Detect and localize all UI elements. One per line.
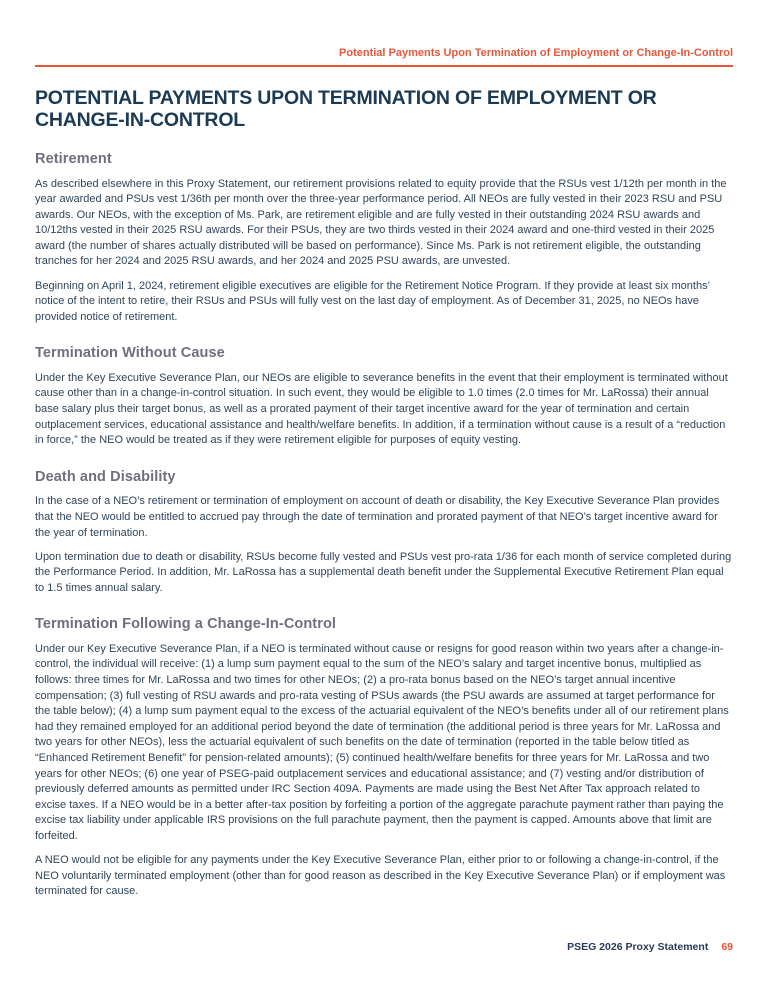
section-heading-termination-following-change-in-control: Termination Following a Change-In-Control bbox=[35, 616, 337, 633]
section-heading-termination-without-cause: Termination Without Cause bbox=[35, 345, 225, 362]
section-termination-following-change-in-control bbox=[35, 616, 733, 900]
page-title: POTENTIAL PAYMENTS UPON TERMINATION OF EMPLOYMENT OR CHANGE-IN-CONTROL bbox=[35, 87, 657, 131]
paragraph: Under the Key Executive Severance Plan, our NEOs are eligible to severance benefits in the event that their employment is terminated without cause other than in a change-in-control situation. In such event, they would be eligible to 1.0 times (2.0 times for Mr. LaRossa) their annual base salary plus their target bonus, as well as a prorated payment of their target incentive award for the year of termination and certain outplacement services, educational assistance and health/welfare benefits. In addition, if a termination without cause is a result of a “reduction in force,” the NEO would be treated as if they were retirement eligible for purposes of equity vesting. bbox=[35, 371, 728, 447]
section-retirement bbox=[35, 151, 733, 325]
section-heading-death-and-disability: Death and Disability bbox=[35, 468, 176, 485]
page-number: 69 bbox=[721, 941, 733, 953]
section-heading-retirement: Retirement bbox=[35, 151, 112, 167]
footer-document-label: PSEG 2026 Proxy Statement bbox=[567, 941, 709, 953]
paragraph: Under our Key Executive Severance Plan, if a NEO is terminated without cause or resigns for good reason within two years after a change-in-control, the individual will receive: (1) a lump sum payment equal to the sum of the NEO’s salary and target incentive bonus, multiplied as follows: three times for Mr. LaRossa and two times for other NEOs; (2) a pro-rata bonus based on the NEO’s target annual incentive compensation; (3) full vesting of RSU awards and pro-rata vesting of PSUs awards (the PSU awards are assumed at target performance for the table below); (4) a lump sum payment equal to the excess of the actuarial equivalent of the NEO’s benefits under all of our retirement plans had they remained employed for an additional period beyond the date of termination (the additional period is three years for Mr. LaRossa and two years for other NEOs), less the actuarial equivalent of such benefits on the date of termination (reported in the table below titled as “Enhanced Retirement Benefit” for pension-related amounts); (5) continued health/welfare benefits for three years for Mr. LaRossa and two years for other NEOs; (6) one year of PSEG-paid outplacement services and educational assistance; and (7) vesting and/or distribution of previously deferred amounts as permitted under IRC Section 409A. Payments are made using the Best Net After Tax approach related to excise taxes. If a NEO would be in a better after-tax position by forfeiting a portion of the aggregate parachute payment rather than paying the excise tax liability under applicable IRS provisions on the full parachute payment, then the payment is capped. Amounts above that limit are forfeited. bbox=[35, 642, 729, 842]
section-termination-without-cause bbox=[35, 345, 733, 448]
paragraph: As described elsewhere in this Proxy Statement, our retirement provisions related to equity provide that the RSUs vest 1/12th per month in the year awarded and PSUs vest 1/36th per month over the three-year performance period. All NEOs are fully vested in their 2023 RSU and PSU awards. Our NEOs, with the exception of Ms. Park, are retirement eligible and are fully vested in their outstanding 2024 RSU awards and 10/12ths vested in their 2025 RSU awards. For their PSUs, they are two thirds vested in their 2024 award and one-third vested in their 2025 award (the number of shares actually distributed will be based on performance). Since Ms. Park is not retirement eligible, the outstanding tranches for her 2024 and 2025 RSU awards, and her 2024 and 2025 PSU awards, are unvested. bbox=[35, 177, 727, 268]
section-death-and-disability bbox=[35, 469, 733, 597]
paragraph: Beginning on April 1, 2024, retirement eligible executives are eligible for the Retirement Notice Program. If they provide at least six months’ notice of the intent to retire, their RSUs and PSUs will fully vest on the last day of employment. As of December 31, 2025, no NEOs have provided notice of retirement. bbox=[35, 279, 710, 323]
paragraph: Upon termination due to death or disability, RSUs become fully vested and PSUs vest pro-rata 1/36 for each month of service completed during the Performance Period. In addition, Mr. LaRossa has a supplemental death benefit under the Supplemental Executive Retirement Plan equal to 1.5 times annual salary. bbox=[35, 550, 732, 594]
running-header: Potential Payments Upon Termination of Employment or Change-In-Control bbox=[35, 0, 733, 67]
paragraph: In the case of a NEO’s retirement or termination of employment on account of death or disability, the Key Executive Severance Plan provides that the NEO would be entitled to accrued pay through the date of termination and prorated payment of that NEO’s target incentive award for the year of termination. bbox=[35, 495, 720, 539]
paragraph: A NEO would not be eligible for any payments under the Key Executive Severance Plan, either prior to or following a change-in-control, if the NEO voluntarily terminated employment (other than for good reason as described in the Key Executive Severance Plan) or if employment was terminated for cause. bbox=[35, 854, 726, 898]
page-footer bbox=[567, 941, 733, 954]
